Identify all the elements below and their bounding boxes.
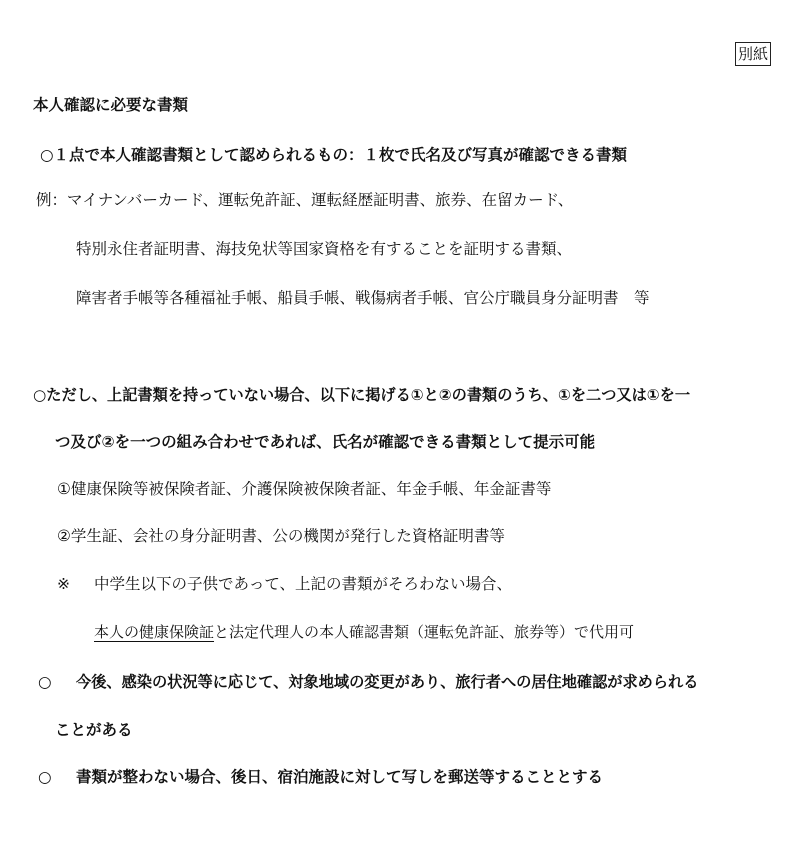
section4-line1: 書類が整わない場合、後日、宿泊施設に対して写しを郵送等することとする	[76, 768, 604, 786]
section2-heading-line1: ○ただし、上記書類を持っていない場合、以下に掲げる①と②の書類のうち、①を二つ又は①を一	[33, 386, 691, 404]
section3-line2: ことがある	[55, 721, 133, 739]
section2-note-line1: 中学生以下の子供であって、上記の書類がそろわない場合、	[94, 575, 513, 593]
section2-heading-line2: つ及び②を一つの組み合わせであれば、氏名が確認できる書類として提示可能	[55, 433, 596, 451]
section2-note-mark: ※	[57, 575, 70, 593]
document-title: 本人確認に必要な書類	[33, 96, 189, 114]
section1-example-line1: 例：マイナンバーカード、運転免許証、運転経歴証明書、旅券、在留カード、	[36, 191, 574, 209]
section2-note-line2	[94, 622, 634, 642]
section1-example-line3: 障害者手帳等各種福祉手帳、船員手帳、戦傷病者手帳、官公庁職員身分証明書 等	[76, 289, 650, 307]
section4-mark: ○	[38, 768, 52, 786]
section3-mark: ○	[38, 673, 52, 691]
note-line2-rest: と法定代理人の本人確認書類（運転免許証、旅券等）で代用可	[214, 623, 635, 641]
section3-line1: 今後、感染の状況等に応じて、対象地域の変更があり、旅行者への居住地確認が求められる	[76, 673, 699, 691]
section1-heading: ○１点で本人確認書類として認められるもの：１枚で氏名及び写真が確認できる書類	[40, 146, 628, 164]
section1-example-line2: 特別永住者証明書、海技免状等国家資格を有することを証明する書類、	[76, 240, 573, 258]
attachment-tag: 別紙	[735, 42, 771, 66]
section2-item1: ①健康保険等被保険者証、介護保険被保険者証、年金手帳、年金証書等	[57, 480, 552, 498]
underlined-health-insurance-card: 本人の健康保険証	[94, 623, 215, 641]
section2-item2: ②学生証、会社の身分証明書、公の機関が発行した資格証明書等	[57, 527, 505, 545]
